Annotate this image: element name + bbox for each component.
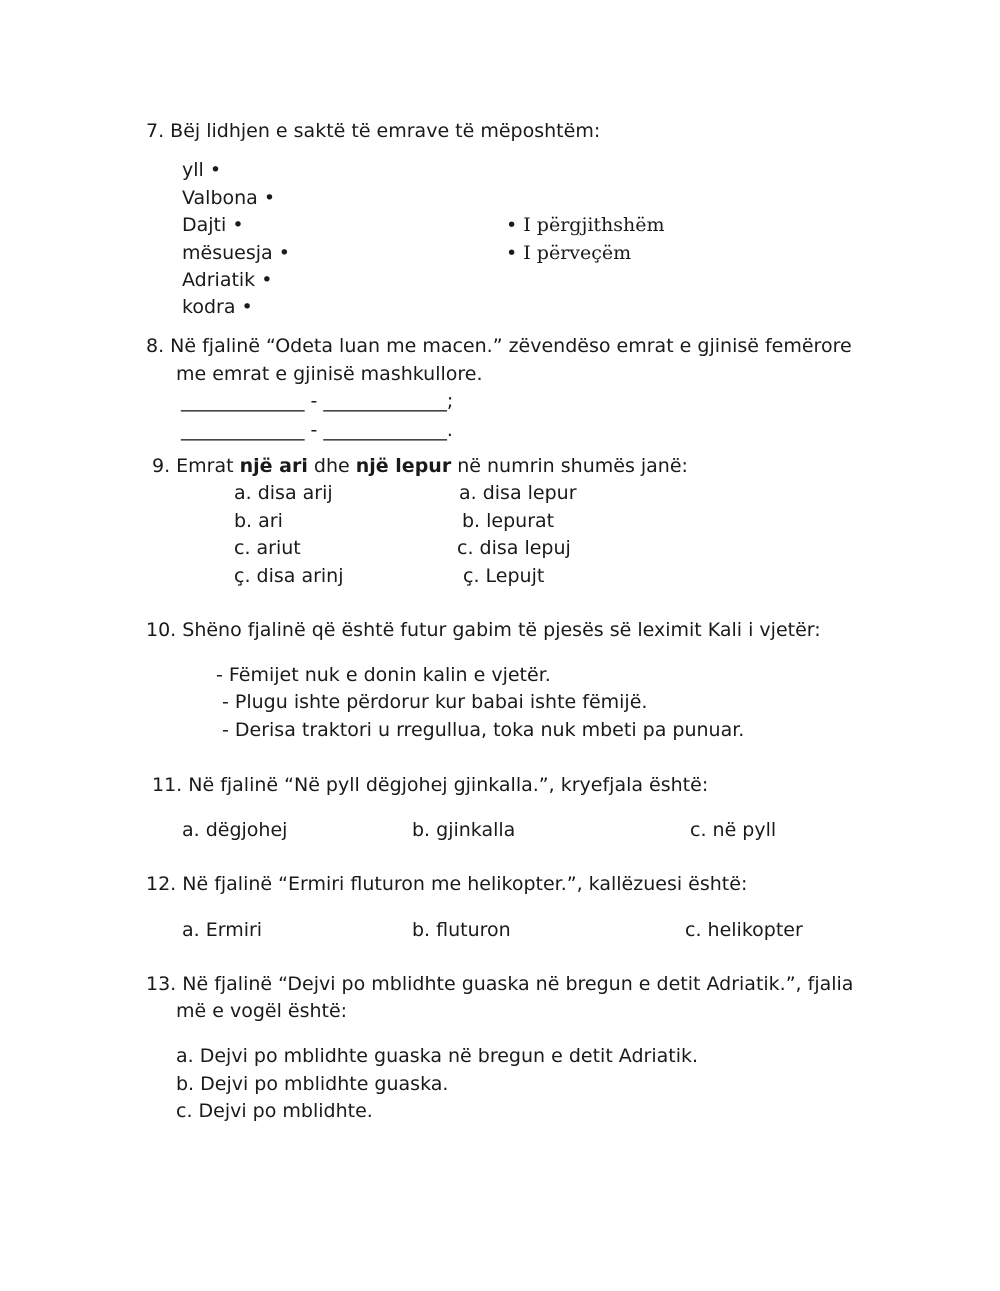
- question-11-text: 11. Në fjalinë “Në pyll dëgjohej gjinkalla.”, kryefjala është:: [152, 774, 709, 796]
- question-8-line1: 8. Në fjalinë “Odeta luan me macen.” zëvendëso emrat e gjinisë femërore: [146, 335, 852, 357]
- q7-left-item: Adriatik •: [182, 269, 273, 291]
- q10-sentence-option[interactable]: - Derisa traktori u rregullua, toka nuk mbeti pa punuar.: [222, 719, 745, 741]
- q11-option[interactable]: a. dëgjohej: [182, 819, 288, 841]
- q11-option[interactable]: c. në pyll: [690, 819, 777, 841]
- q12-option[interactable]: a. Ermiri: [182, 919, 263, 941]
- q13-option[interactable]: b. Dejvi po mblidhte guaska.: [176, 1073, 449, 1095]
- q9-option-right[interactable]: c. disa lepuj: [457, 537, 571, 559]
- question-13-line1: 13. Në fjalinë “Dejvi po mblidhte guaska në bregun e detit Adriatik.”, fjalia: [146, 973, 854, 995]
- q7-left-item: yll •: [182, 159, 222, 181]
- q8-answer-blank[interactable]: _____________ - _____________;: [181, 390, 454, 412]
- q9-option-right[interactable]: a. disa lepur: [459, 482, 577, 504]
- q12-option[interactable]: b. fluturon: [412, 919, 511, 941]
- q7-left-item: Dajti •: [182, 214, 244, 236]
- q9-option-left[interactable]: ç. disa arinj: [234, 565, 344, 587]
- q9-option-left[interactable]: c. ariut: [234, 537, 301, 559]
- q13-option[interactable]: c. Dejvi po mblidhte.: [176, 1100, 373, 1122]
- q9-option-left[interactable]: b. ari: [234, 510, 283, 532]
- q7-left-item: Valbona •: [182, 187, 276, 209]
- q8-answer-blank[interactable]: _____________ - _____________.: [181, 419, 453, 441]
- q7-left-item: kodra •: [182, 296, 253, 318]
- q10-sentence-option[interactable]: - Plugu ishte përdorur kur babai ishte fëmijë.: [222, 691, 648, 713]
- question-10-text: 10. Shëno fjalinë që është futur gabim të pjesës së leximit Kali i vjetër:: [146, 619, 821, 641]
- question-7-text: 7. Bëj lidhjen e saktë të emrave të mëposhtëm:: [146, 120, 601, 142]
- q7-right-item: • I përveçëm: [506, 242, 632, 264]
- q9-option-right[interactable]: ç. Lepujt: [463, 565, 545, 587]
- q10-sentence-option[interactable]: - Fëmijet nuk e donin kalin e vjetër.: [216, 664, 551, 686]
- question-9-text: 9. Emrat një ari dhe një lepur në numrin shumës janë:: [152, 455, 688, 477]
- q7-right-item: • I përgjithshëm: [506, 214, 665, 236]
- question-8-line2: me emrat e gjinisë mashkullore.: [176, 363, 483, 385]
- q11-option[interactable]: b. gjinkalla: [412, 819, 516, 841]
- q13-option[interactable]: a. Dejvi po mblidhte guaska në bregun e detit Adriatik.: [176, 1045, 699, 1067]
- q9-option-right[interactable]: b. lepurat: [462, 510, 555, 532]
- question-12-text: 12. Në fjalinë “Ermiri fluturon me helikopter.”, kallëzuesi është:: [146, 873, 748, 895]
- question-13-line2: më e vogël është:: [176, 1000, 348, 1022]
- q12-option[interactable]: c. helikopter: [685, 919, 803, 941]
- q7-left-item: mësuesja •: [182, 242, 290, 264]
- q9-option-left[interactable]: a. disa arij: [234, 482, 333, 504]
